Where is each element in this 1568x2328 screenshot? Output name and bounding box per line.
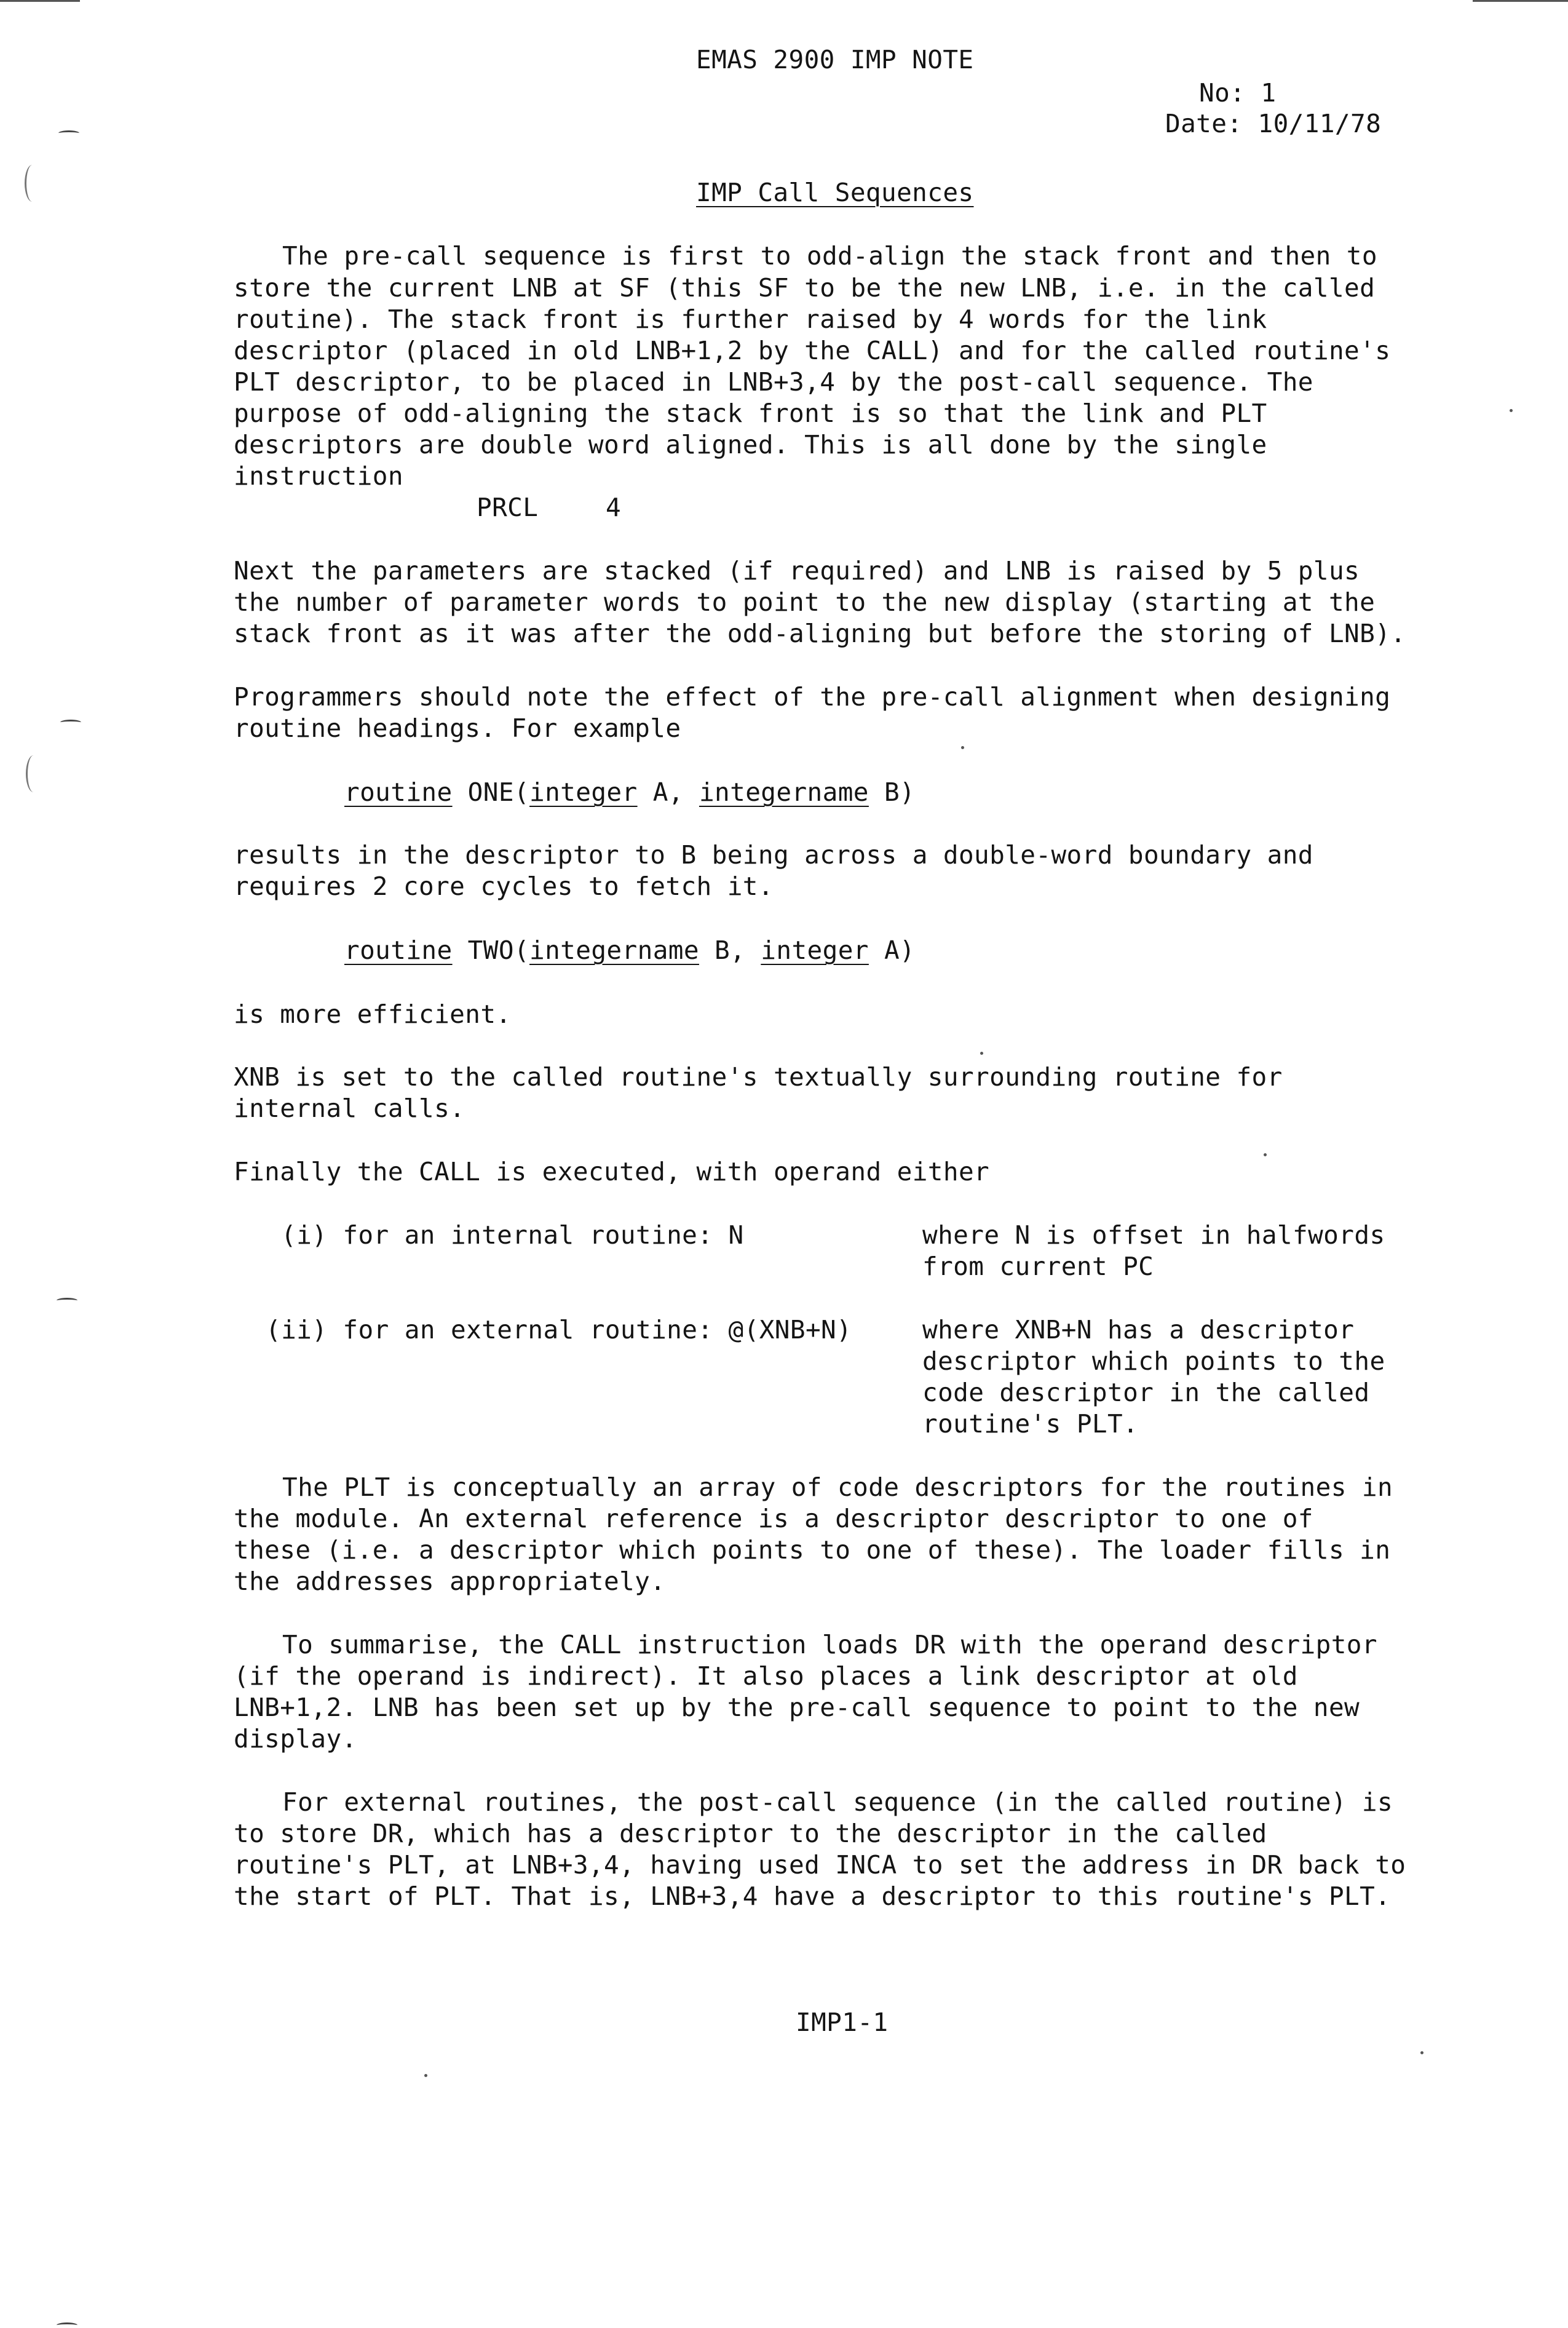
operand-item-desc: code descriptor in the called [922, 1378, 1370, 1407]
text-line: the start of PLT. That is, LNB+3,4 have a descriptor to this routine's PLT. [234, 1881, 1391, 1911]
operand-item-desc: where N is offset in halfwords [922, 1220, 1385, 1250]
document-title: EMAS 2900 IMP NOTE [696, 45, 974, 74]
code-text: A) [868, 936, 916, 965]
code-text: A, [637, 777, 699, 807]
keyword: integername [699, 777, 869, 807]
text-line: XNB is set to the called routine's textually surrounding routine for [234, 1062, 1283, 1092]
operand-item-desc: where XNB+N has a descriptor [922, 1315, 1355, 1345]
keyword: routine [344, 936, 453, 965]
code-example [344, 777, 915, 808]
text-line: routine). The stack front is further raised by 4 words for the link [234, 304, 1267, 334]
keyword: integer [761, 936, 869, 965]
text-line: the number of parameter words to point to the new display (starting at the [234, 587, 1376, 617]
text-line: is more efficient. [234, 999, 512, 1029]
keyword: integername [529, 936, 699, 965]
scan-speck [1264, 1153, 1267, 1156]
text-line: descriptors are double word aligned. This is all done by the single [234, 430, 1267, 459]
text-line: requires 2 core cycles to fetch it. [234, 872, 774, 901]
text-line: results in the descriptor to B being across a double-word boundary and [234, 840, 1313, 870]
text-line: internal calls. [234, 1094, 465, 1123]
text-line: stack front as it was after the odd-aligning but before the storing of LNB). [234, 619, 1406, 648]
text-line: Programmers should note the effect of the pre-call alignment when designing [234, 682, 1391, 712]
operand-item-desc: from current PC [922, 1252, 1154, 1281]
scan-edge-left [0, 0, 80, 2]
text-line: LNB+1,2. LNB has been set up by the pre-call sequence to point to the new [234, 1693, 1360, 1722]
scan-mark [25, 165, 40, 202]
text-line: the module. An external reference is a descriptor descriptor to one of [234, 1504, 1313, 1533]
text-line: The pre-call sequence is first to odd-align the stack front and then to [282, 241, 1377, 271]
scan-speck [1510, 409, 1513, 412]
operand-item-label: (i) for an internal routine: N [281, 1220, 744, 1250]
text-line: descriptor (placed in old LNB+1,2 by the CALL) and for the called routine's [234, 336, 1391, 365]
text-line: the addresses appropriately. [234, 1567, 666, 1596]
scan-mark [60, 720, 81, 725]
text-line: For external routines, the post-call sequence (in the called routine) is [282, 1787, 1393, 1817]
code-text: B) [868, 777, 916, 807]
text-line: these (i.e. a descriptor which points to one of these). The loader fills in [234, 1535, 1391, 1565]
code-text: TWO( [452, 936, 530, 965]
scan-speck [980, 1052, 983, 1055]
text-line: display. [234, 1724, 357, 1754]
text-line: Finally the CALL is executed, with operand either [234, 1157, 990, 1186]
keyword: integer [529, 777, 638, 807]
text-line: The PLT is conceptually an array of code descriptors for the routines in [282, 1472, 1393, 1502]
scan-mark [57, 1298, 77, 1303]
text-line: purpose of odd-aligning the stack front is so that the link and PLT [234, 399, 1267, 428]
note-date: Date: 10/11/78 [1165, 109, 1382, 138]
text-line: to store DR, which has a descriptor to the descriptor in the called [234, 1819, 1267, 1848]
scan-speck [424, 2074, 427, 2077]
text-line: store the current LNB at SF (this SF to be the new LNB, i.e. in the called [234, 273, 1376, 303]
text-line: PLT descriptor, to be placed in LNB+3,4 by the post-call sequence. The [234, 367, 1313, 397]
text-line: routine headings. For example [234, 713, 681, 743]
page-footer-id: IMP1-1 [796, 2008, 889, 2037]
code-text: ONE( [452, 777, 530, 807]
text-line: instruction [234, 461, 403, 491]
operand-item-desc: descriptor which points to the [922, 1346, 1385, 1376]
text-line: To summarise, the CALL instruction loads DR with the operand descriptor [282, 1630, 1377, 1659]
note-number: No: 1 [1199, 78, 1277, 108]
instruction-operand: 4 [606, 493, 622, 522]
keyword: routine [344, 777, 453, 807]
text-line: Next the parameters are stacked (if required) and LNB is raised by 5 plus [234, 556, 1360, 586]
scan-speck [961, 746, 964, 749]
section-heading: IMP Call Sequences [696, 178, 974, 207]
operand-item-desc: routine's PLT. [922, 1409, 1139, 1439]
scan-mark [57, 2322, 77, 2328]
operand-item-label: (ii) for an external routine: @(XNB+N) [266, 1315, 852, 1345]
instruction-opcode: PRCL [477, 493, 539, 522]
text-line: (if the operand is indirect). It also places a link descriptor at old [234, 1661, 1298, 1691]
code-example [344, 935, 915, 966]
scan-mark [58, 130, 79, 136]
code-text: B, [699, 936, 761, 965]
text-line: routine's PLT, at LNB+3,4, having used INCA to set the address in DR back to [234, 1850, 1406, 1880]
scan-speck [1420, 2051, 1423, 2054]
scan-mark [26, 755, 41, 792]
scan-edge-right [1473, 0, 1568, 2]
